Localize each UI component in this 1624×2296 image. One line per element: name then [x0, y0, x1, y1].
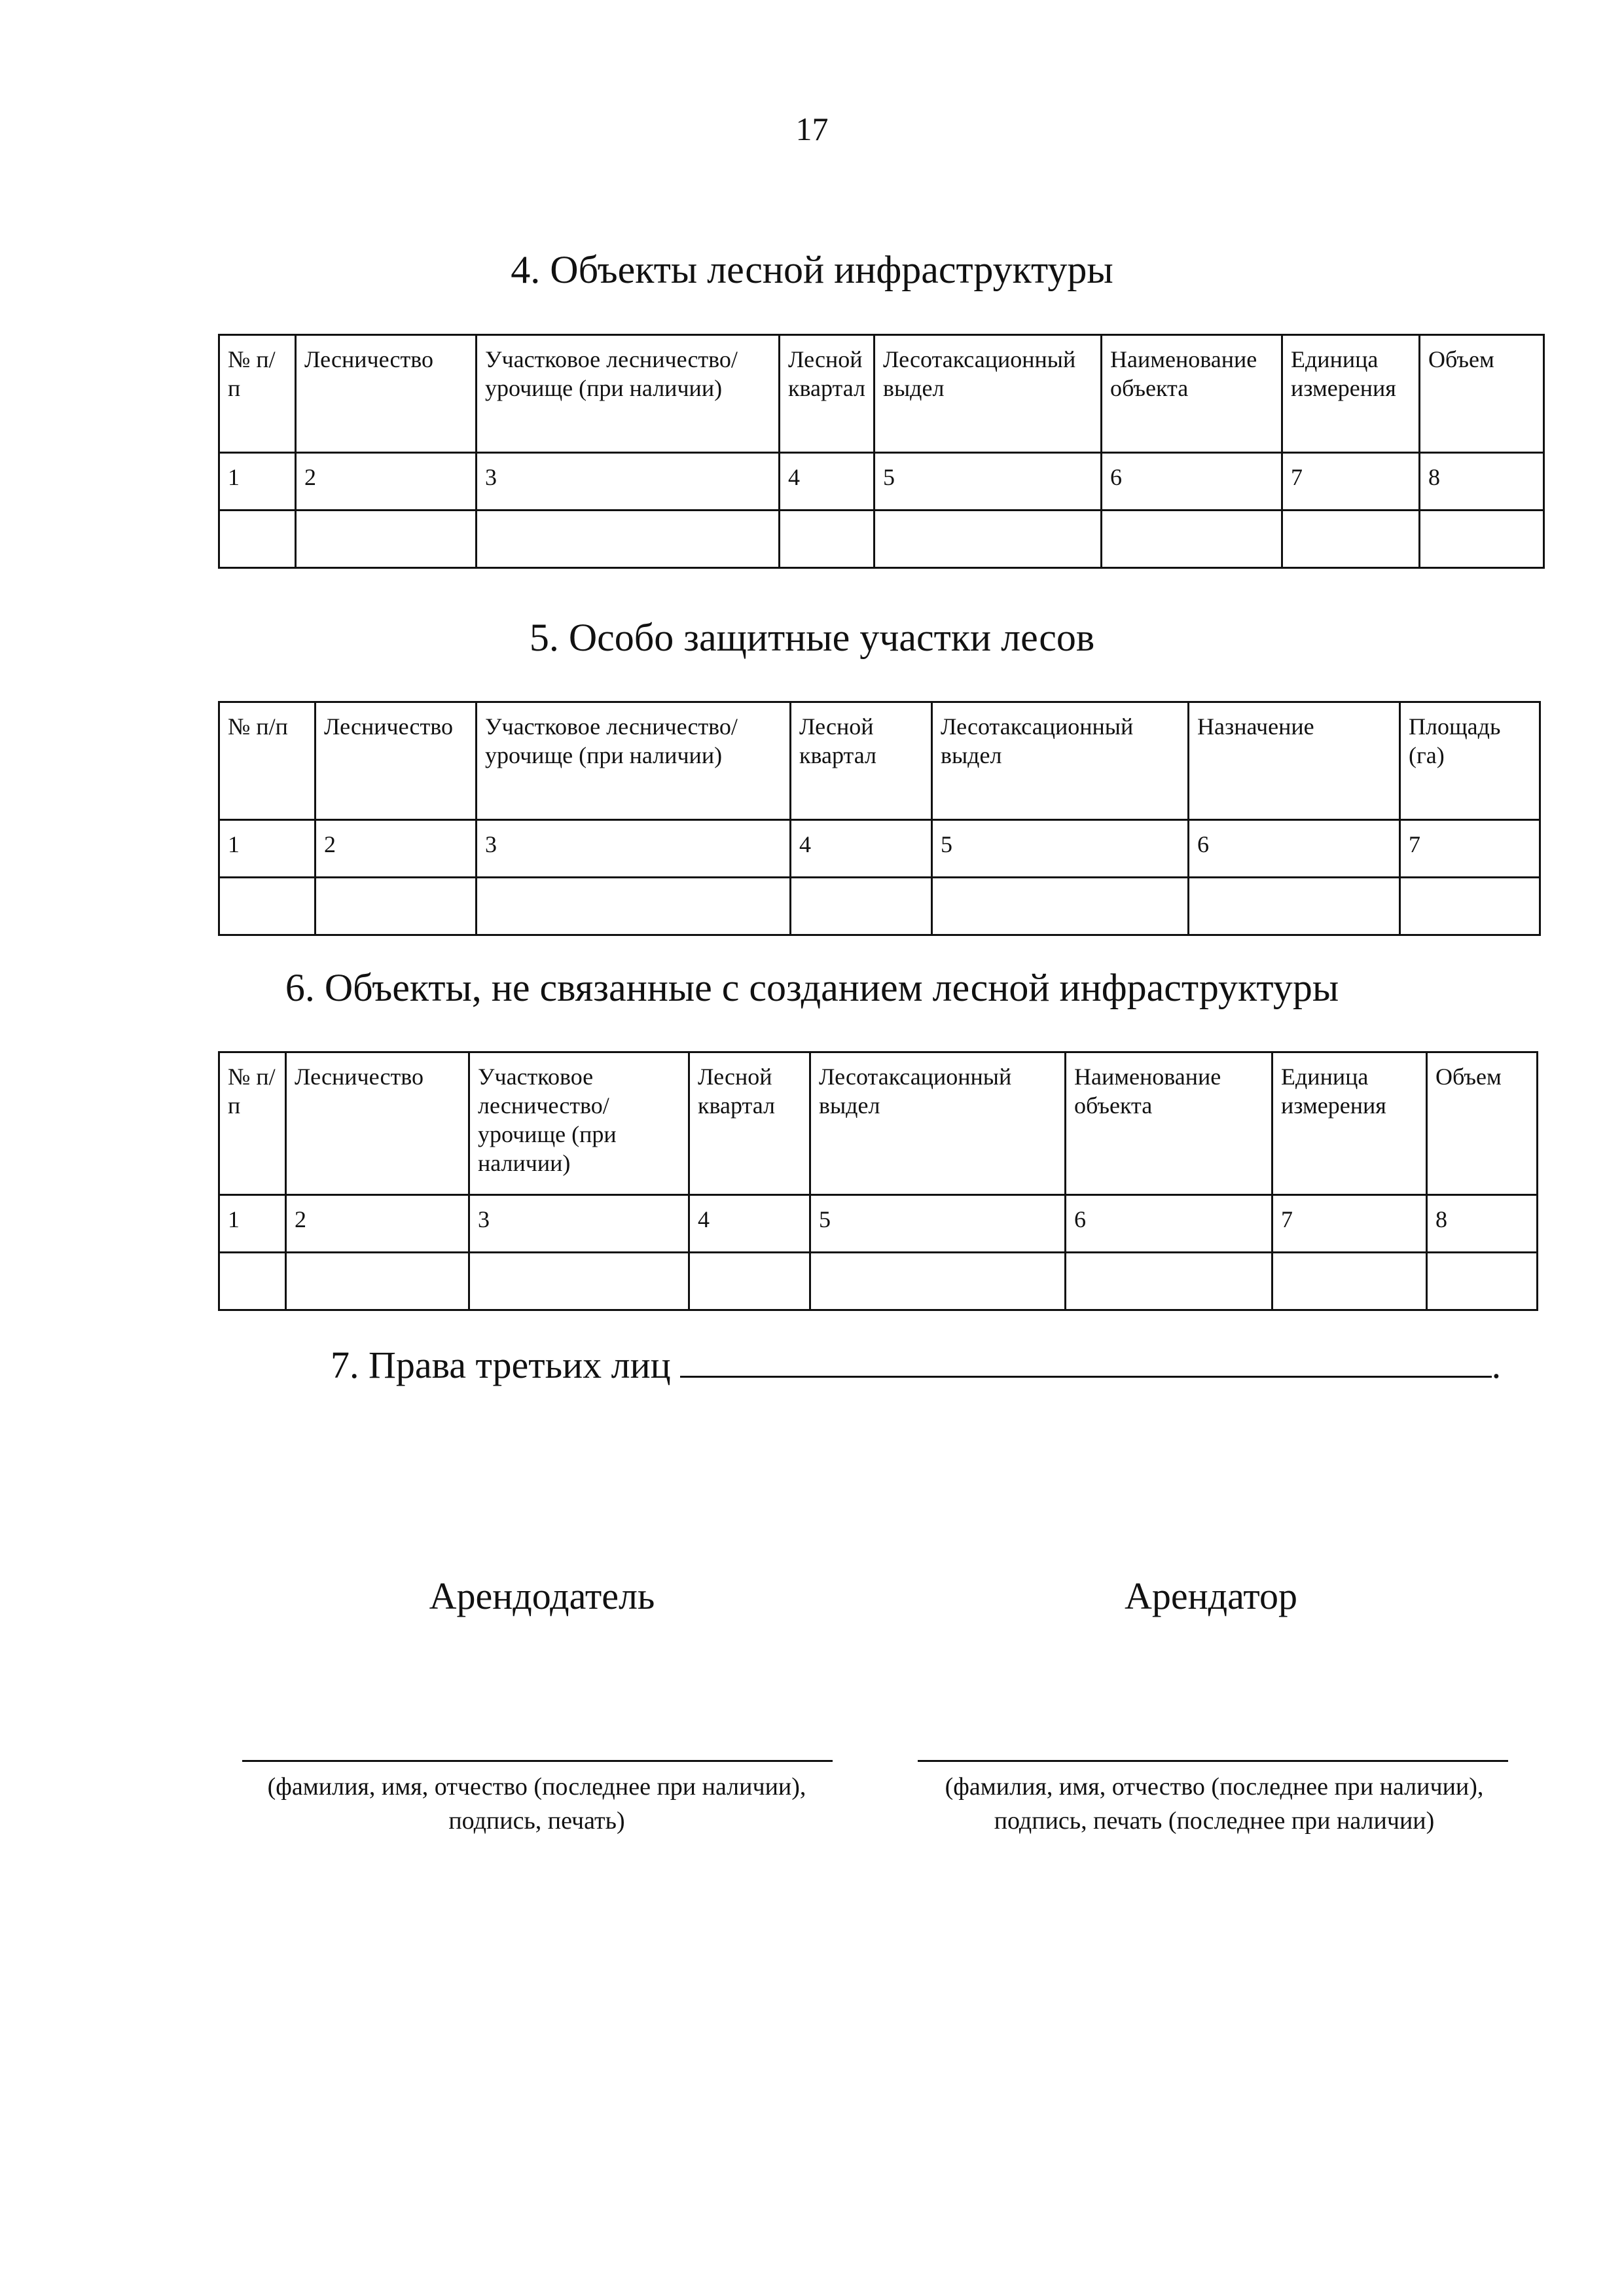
section-6-title: 6. Объекты, не связанные с созданием лесной инфраструктуры — [285, 966, 1339, 1009]
empty-cell[interactable] — [1282, 511, 1420, 568]
number-cell: 2 — [286, 1195, 469, 1253]
header-cell: Лесной квартал — [791, 702, 932, 820]
number-cell: 8 — [1427, 1195, 1538, 1253]
table-empty-row — [219, 511, 1544, 568]
empty-cell[interactable] — [810, 1253, 1066, 1310]
number-cell: 6 — [1102, 453, 1282, 511]
empty-cell[interactable] — [932, 878, 1189, 935]
table-section-6 — [218, 1051, 1538, 1311]
number-cell: 2 — [316, 820, 477, 878]
table-header-row — [219, 1052, 1538, 1195]
empty-cell[interactable] — [1189, 878, 1400, 935]
empty-cell[interactable] — [1066, 1253, 1272, 1310]
header-cell: № п/п — [219, 1052, 286, 1195]
table-empty-row — [219, 878, 1540, 935]
lessor-signature-caption — [209, 1770, 864, 1838]
empty-cell[interactable] — [875, 511, 1102, 568]
header-cell: Единица измерения — [1272, 1052, 1427, 1195]
lessee-signature-line[interactable] — [918, 1760, 1508, 1762]
number-cell: 1 — [219, 453, 296, 511]
number-cell: 6 — [1066, 1195, 1272, 1253]
lessee-caption-line-2: подпись, печать (последнее при наличии) — [994, 1807, 1435, 1835]
section-5-title: 5. Особо защитные участки лесов — [529, 616, 1095, 659]
number-cell: 3 — [469, 1195, 689, 1253]
lessor-title: Арендодатель — [429, 1575, 655, 1617]
empty-cell[interactable] — [477, 878, 791, 935]
empty-cell[interactable] — [296, 511, 477, 568]
empty-cell[interactable] — [219, 878, 316, 935]
empty-cell[interactable] — [469, 1253, 689, 1310]
number-cell: 6 — [1189, 820, 1400, 878]
table-number-row — [219, 453, 1544, 511]
number-cell: 4 — [791, 820, 932, 878]
number-cell: 3 — [477, 453, 780, 511]
empty-cell[interactable] — [1400, 878, 1540, 935]
third-party-rights — [331, 1343, 1501, 1387]
empty-cell[interactable] — [477, 511, 780, 568]
header-cell: Лесотаксационный выдел — [875, 335, 1102, 453]
table-empty-row — [219, 1253, 1538, 1310]
number-cell: 7 — [1272, 1195, 1427, 1253]
number-cell: 8 — [1420, 453, 1544, 511]
header-cell: Лесной квартал — [780, 335, 875, 453]
header-cell: Участковое лесничество/ урочище (при наличии) — [469, 1052, 689, 1195]
third-party-rights-field[interactable] — [680, 1343, 1492, 1378]
table-number-row — [219, 820, 1540, 878]
header-cell: Участковое лесничество/урочище (при наличии) — [477, 702, 791, 820]
section-4-title: 4. Объекты лесной инфраструктуры — [511, 248, 1113, 291]
lessor-signature-line[interactable] — [242, 1760, 833, 1762]
number-cell: 5 — [875, 453, 1102, 511]
number-cell: 7 — [1282, 453, 1420, 511]
table-section-4 — [218, 334, 1545, 569]
empty-cell[interactable] — [780, 511, 875, 568]
empty-cell[interactable] — [1272, 1253, 1427, 1310]
header-cell: Лесотаксационный выдел — [810, 1052, 1066, 1195]
header-cell: Площадь (га) — [1400, 702, 1540, 820]
empty-cell[interactable] — [1420, 511, 1544, 568]
empty-cell[interactable] — [1102, 511, 1282, 568]
header-cell: Лесничество — [296, 335, 477, 453]
table-number-row — [219, 1195, 1538, 1253]
number-cell: 4 — [780, 453, 875, 511]
third-party-rights-label: 7. Права третьих лиц — [331, 1344, 671, 1386]
number-cell: 1 — [219, 1195, 286, 1253]
table-header-row — [219, 335, 1544, 453]
empty-cell[interactable] — [1427, 1253, 1538, 1310]
lessee-caption-line-1: (фамилия, имя, отчество (последнее при наличии), — [945, 1773, 1484, 1801]
empty-cell[interactable] — [316, 878, 477, 935]
number-cell: 1 — [219, 820, 316, 878]
number-cell: 5 — [932, 820, 1189, 878]
lessee-title: Арендатор — [1124, 1575, 1297, 1617]
table-header-row — [219, 702, 1540, 820]
header-cell: Единица измерения — [1282, 335, 1420, 453]
number-cell: 2 — [296, 453, 477, 511]
empty-cell[interactable] — [791, 878, 932, 935]
lessor-caption-line-2: подпись, печать) — [448, 1807, 625, 1835]
header-cell: Назначение — [1189, 702, 1400, 820]
lessee-signature-caption — [880, 1770, 1548, 1838]
header-cell: Объем — [1420, 335, 1544, 453]
empty-cell[interactable] — [219, 511, 296, 568]
empty-cell[interactable] — [689, 1253, 810, 1310]
header-cell: Наименование объекта — [1066, 1052, 1272, 1195]
page-number: 17 — [795, 111, 829, 147]
number-cell: 7 — [1400, 820, 1540, 878]
number-cell: 4 — [689, 1195, 810, 1253]
header-cell: Объем — [1427, 1052, 1538, 1195]
header-cell: Лесной квартал — [689, 1052, 810, 1195]
header-cell: Лесничество — [316, 702, 477, 820]
header-cell: Лесотаксационный выдел — [932, 702, 1189, 820]
third-party-rights-end: . — [1491, 1344, 1502, 1386]
number-cell: 5 — [810, 1195, 1066, 1253]
table-section-5 — [218, 701, 1541, 936]
header-cell: Лесничество — [286, 1052, 469, 1195]
header-cell: № п/п — [219, 702, 316, 820]
header-cell: Участковое лесничество/урочище (при наличии) — [477, 335, 780, 453]
empty-cell[interactable] — [219, 1253, 286, 1310]
empty-cell[interactable] — [286, 1253, 469, 1310]
lessor-caption-line-1: (фамилия, имя, отчество (последнее при наличии), — [267, 1773, 806, 1801]
header-cell: Наименование объекта — [1102, 335, 1282, 453]
number-cell: 3 — [477, 820, 791, 878]
header-cell: № п/п — [219, 335, 296, 453]
